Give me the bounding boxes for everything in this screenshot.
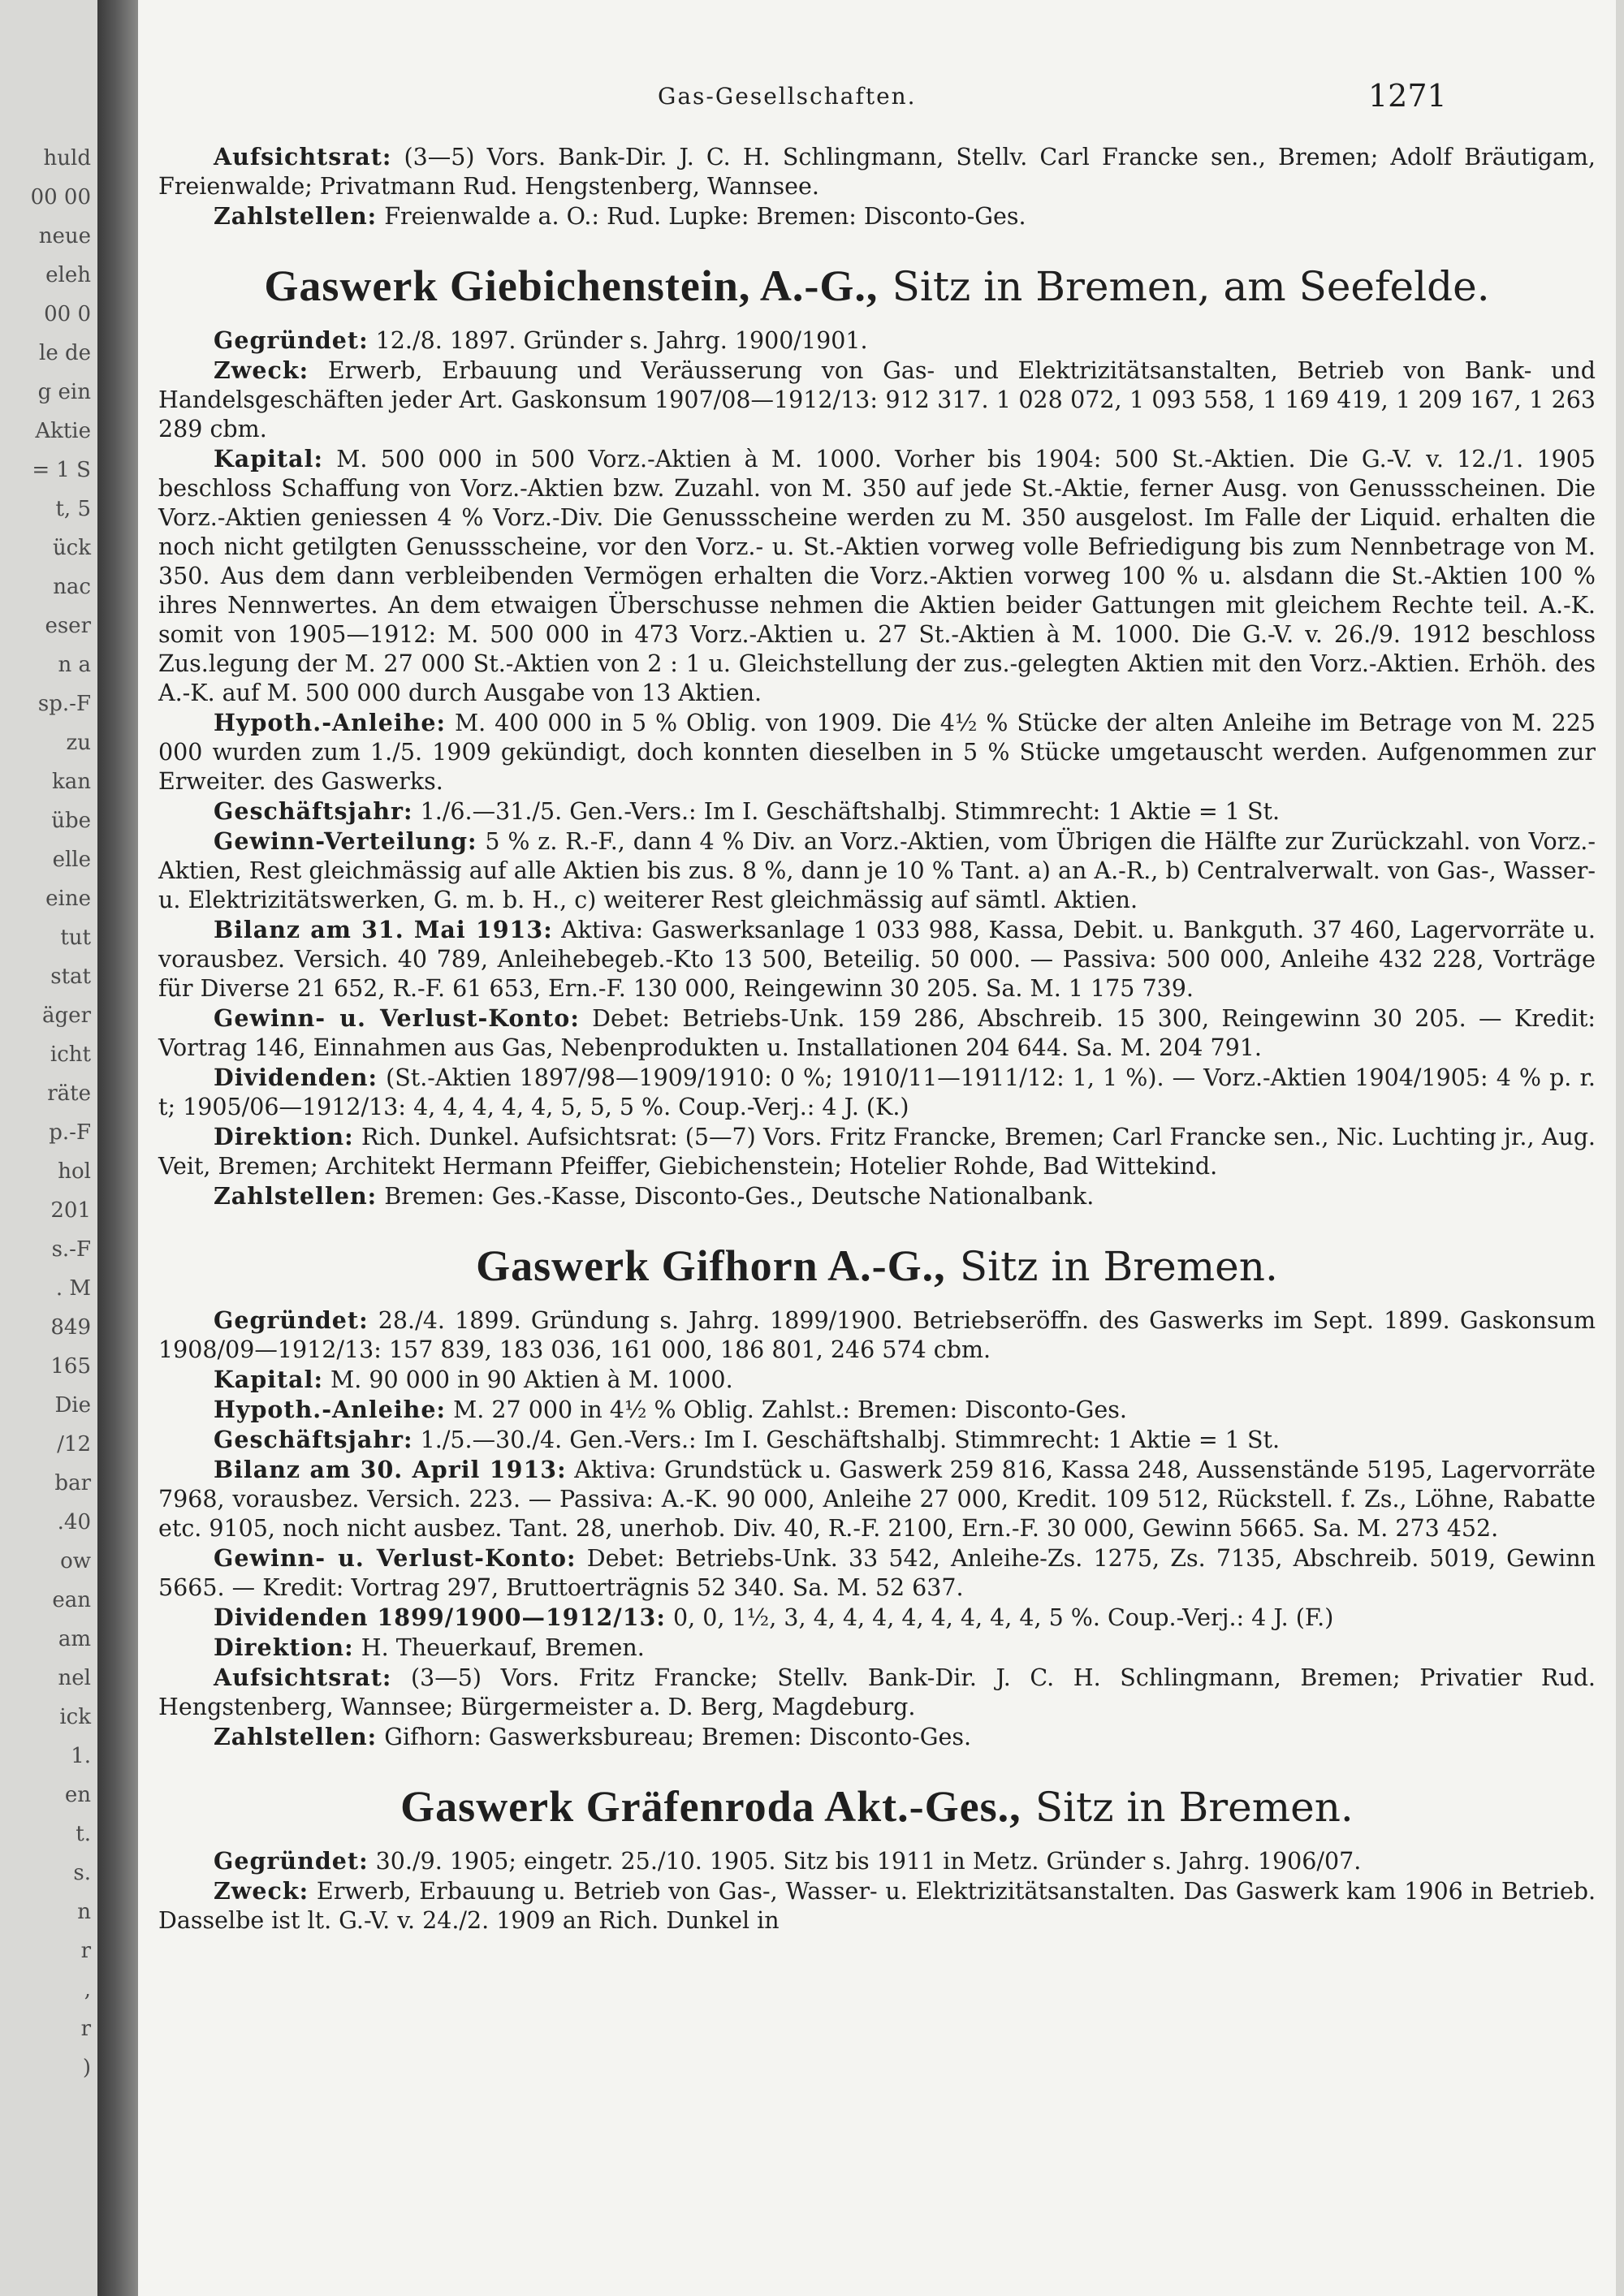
adjacent-page-fragment: ow [60,1549,91,1573]
intro-section [158,142,1596,231]
entry-text: 1./5.—30./4. Gen.-Vers.: Im I. Geschäftshalbj. Stimmrecht: 1 Aktie = 1 St. [420,1426,1281,1454]
entry-label: Bilanz am 31. Mai 1913: [214,916,553,944]
company-seat: Sitz in Bremen. [959,1243,1278,1291]
entry-text: (3—5) Vors. Bank-Dir. J. C. H. Schlingmann, Stellv. Carl Francke sen., Bremen; Adolf Bräutigam, Freienwalde; Privatmann Rud. Hengstenberg, Wannsee. [158,144,1596,200]
entry-text: Freienwalde a. O.: Rud. Lupke: Bremen: Disconto-Ges. [384,203,1026,230]
entry-text: Aktiva: Grundstück u. Gaswerk 259 816, Kassa 248, Aussenstände 5195, Lagervorräte 7968, vorausbez. Versich. 223. — Passiva: A.-K. 90 000, Anleihe 27 000, Kredit. 109 512, Rückstell. f. Zs., Löhne, Rabatte etc. 9105, noch nicht ausbez. Tant. 28, unerhob. Div. 40, R.-F. 2100, Ern.-F. 30 000, Gewinn 5665. Sa. M. 273 452. [158,1457,1596,1543]
entry-text: Erwerb, Erbauung und Veräusserung von Gas- und Elektrizitätsanstalten, Betrieb von Bank- und Handelsgeschäften jeder Art. Gaskonsum 1907/08—1912/13: 912 317. 1 028 072, 1 093 558, 1 169 419, 1 209 167, 1 263 289 cbm. [158,357,1596,443]
adjacent-page-fragment: en [64,1783,91,1807]
company-name: Gaswerk Gifhorn A.-G., [476,1241,946,1291]
company-section [158,261,1596,1211]
entry-paragraph [158,915,1596,1003]
adjacent-page-fragment: ean [52,1588,91,1612]
running-header [138,75,1624,123]
entry-paragraph [158,444,1596,708]
document-page [138,0,1624,2296]
adjacent-page-fragment: p.-F [49,1120,91,1145]
adjacent-page-fragment: r [80,1939,91,1963]
adjacent-page-fragment: 00 00 [30,185,91,209]
entry-text: Gifhorn: Gaswerksbureau; Bremen: Disconto-Ges. [384,1724,972,1751]
entry-text: (3—5) Vors. Fritz Francke; Stellv. Bank-Dir. J. C. H. Schlingmann, Bremen; Privatier Rud. Hengstenberg, Wannsee; Bürgermeister a. D. Berg, Magdeburg. [158,1664,1596,1721]
entry-paragraph [158,1846,1596,1876]
adjacent-page-fragment: n [77,1900,91,1924]
adjacent-page-fragment: neue [38,224,91,248]
entry-text: 30./9. 1905; eingetr. 25./10. 1905. Sitz bis 1911 in Metz. Gründer s. Jahrg. 1906/07. [375,1848,1362,1875]
entry-paragraph [158,326,1596,356]
company-seat: Sitz in Bremen. [1034,1784,1354,1832]
entry-paragraph [158,1876,1596,1936]
adjacent-page-fragment: = 1 S [32,458,91,482]
adjacent-page-fragment: ) [82,2056,91,2080]
adjacent-page-fragment: 165 [50,1354,91,1379]
entry-label: Direktion: [214,1634,354,1662]
entry-text: M. 27 000 in 4½ % Oblig. Zahlst.: Bremen: Disconto-Ges. [453,1396,1127,1424]
entry-text: Bremen: Ges.-Kasse, Disconto-Ges., Deutsche Nationalbank. [384,1183,1095,1211]
adjacent-page-fragment: le de [39,341,91,365]
adjacent-page-fragment: t. [76,1822,91,1846]
entry-text: (St.-Aktien 1897/98—1909/1910: 0 %; 1910/11—1911/12: 1, 1 %). — Vorz.-Aktien 1904/1905: 4 % p. r. t; 1905/06—1912/13: 4, 4, 4, 4, 4, 5, 5, 5 %. Coup.-Verj.: 4 J. (K.) [158,1064,1596,1121]
entry-text: 5 % z. R.-F., dann 4 % Div. an Vorz.-Aktien, vom Übrigen die Hälfte zur Zurückzahl. von Vorz.-Aktien, Rest gleichmässig auf alle Aktien bis zus. 8 %, dann je 10 % Tant. a) an A.-R., b) Centralverwalt. von Gas-, Wasser- u. Elektrizitätswerken, G. m. b. H., c) weiterer Rest gleichmässig auf sämtl. Aktien. [158,828,1596,914]
entry-text: Debet: Betriebs-Unk. 159 286, Abschreib. 15 300, Reingewinn 30 205. — Kredit: Vortrag 146, Einnahmen aus Gas, Nebenprodukten u. Installationen 204 644. Sa. M. 204 791. [158,1005,1596,1062]
adjacent-page-fragment: hol [58,1159,91,1184]
adjacent-page-fragment: bar [54,1471,91,1495]
entry-label: Zweck: [214,1877,309,1905]
adjacent-page-edge [0,0,97,2296]
entry-paragraph [158,1063,1596,1122]
page-number: 1271 [1368,78,1447,114]
entry-text: 1./6.—31./5. Gen.-Vers.: Im I. Geschäftshalbj. Stimmrecht: 1 Aktie = 1 St. [420,798,1281,826]
adjacent-page-fragment: ück [52,536,91,560]
entry-label: Aufsichtsrat: [214,143,392,170]
adjacent-page-fragment: n a [58,653,91,677]
company-section [158,1241,1596,1752]
entry-paragraph [158,708,1596,796]
entry-paragraph [158,1365,1596,1395]
entry-label: Kapital: [214,1366,323,1394]
entry-text: H. Theuerkauf, Bremen. [361,1634,645,1662]
entry-label: Geschäftsjahr: [214,797,413,826]
adjacent-page-fragment: 00 0 [44,302,91,326]
adjacent-page-fragment: 849 [50,1315,91,1340]
entry-label: Gewinn- u. Verlust-Konto: [214,1004,580,1033]
adjacent-page-fragment: s.-F [51,1237,91,1262]
company-title [158,1781,1596,1832]
entry-paragraph [158,1181,1596,1211]
company-list [158,261,1596,1936]
entry-text: Aktiva: Gaswerksanlage 1 033 988, Kassa, Debit. u. Bankguth. 37 460, Lagervorräte u. vorausbez. Versich. 40 789, Anleihebegeb.-Kto 13 500, Beteilig. 50 000. — Passiva: 500 000, Anleihe 432 228, Vorträge für Diverse 21 652, R.-F. 61 653, Ern.-F. 130 000, Reingewinn 30 205. Sa. M. 1 175 739. [158,917,1596,1003]
page-edge [1616,0,1624,2296]
header-title: Gas-Gesellschaften. [658,83,917,110]
entry-label: Gewinn- u. Verlust-Konto: [214,1544,577,1573]
entry-text: Rich. Dunkel. Aufsichtsrat: (5—7) Vors. Fritz Francke, Bremen; Carl Francke sen., Nic. Luchting jr., Aug. Veit, Bremen; Architekt Hermann Pfeiffer, Giebichenstein; Hotelier Rohde, Bad Wittekind. [158,1124,1596,1180]
company-title [158,261,1596,311]
entry-label: Kapital: [214,445,323,473]
entry-label: Zahlstellen: [214,1723,378,1751]
company-section [158,1781,1596,1936]
entry-paragraph [158,796,1596,826]
adjacent-page-fragment: g ein [37,380,91,404]
entry-label: Gegründet: [214,1847,369,1875]
adjacent-page-fragment: am [58,1627,91,1651]
adjacent-page-fragment: t, 5 [55,497,91,521]
entry-paragraph [158,1122,1596,1181]
entry-paragraph [158,1633,1596,1663]
entry-label: Gegründet: [214,1306,369,1335]
entry-text: Debet: Betriebs-Unk. 33 542, Anleihe-Zs. 1275, Zs. 7135, Abschreib. 5019, Gewinn 5665. — Kredit: Vortrag 297, Bruttoerträgnis 52 340. Sa. M. 52 637. [158,1545,1596,1602]
book-gutter [97,0,138,2296]
entry-paragraph [158,142,1596,201]
adjacent-page-fragment: 1. [71,1744,91,1768]
entry-label: Bilanz am 30. April 1913: [214,1456,567,1484]
entry-text: M. 400 000 in 5 % Oblig. von 1909. Die 4½ % Stücke der alten Anleihe im Betrage von M. 225 000 wurden zum 1./5. 1909 gekündigt, doch konnten dieselben in 5 % Stücke umgetauscht werden. Aufgenommen zur Erweiter. des Gaswerks. [158,710,1596,796]
adjacent-page-fragment: Die [54,1393,91,1418]
adjacent-page-fragment: Aktie [35,419,91,443]
adjacent-page-fragment: kan [51,770,91,794]
adjacent-page-fragment: eser [45,614,91,638]
entry-label: Zahlstellen: [214,202,378,230]
adjacent-page-fragment: 201 [50,1198,91,1223]
adjacent-page-fragment: . M [55,1276,91,1301]
entry-text: 12./8. 1897. Gründer s. Jahrg. 1900/1901. [375,327,868,355]
company-name: Gaswerk Giebichenstein, A.-G., [264,261,879,310]
entry-paragraph [158,1663,1596,1722]
adjacent-page-fragment: r [80,2017,91,2041]
adjacent-page-fragment: , [84,1978,91,2002]
adjacent-page-fragment: icht [50,1042,91,1067]
adjacent-page-fragment: eine [45,887,91,911]
adjacent-page-fragment: zu [66,731,91,755]
adjacent-page-fragment: nac [53,575,91,599]
adjacent-page-fragment: sp.-F [37,692,91,716]
adjacent-page-fragment: eleh [45,263,91,287]
adjacent-page-fragment: huld [43,146,91,170]
entry-label: Direktion: [214,1123,354,1151]
company-seat: Sitz in Bremen, am Seefelde. [892,263,1490,310]
entry-label: Dividenden: [214,1064,378,1092]
adjacent-page-fragment: äger [42,1003,91,1028]
adjacent-page-fragment: räte [47,1081,91,1106]
entry-text: 0, 0, 1½, 3, 4, 4, 4, 4, 4, 4, 4, 4, 5 %. Coup.-Verj.: 4 J. (F.) [672,1604,1334,1632]
entry-label: Hypoth.-Anleihe: [214,1396,447,1424]
entry-paragraph [158,1395,1596,1425]
entry-paragraph [158,356,1596,444]
entry-paragraph [158,1603,1596,1633]
adjacent-page-fragment: ick [59,1705,91,1729]
entry-label: Zweck: [214,356,309,385]
entry-label: Geschäftsjahr: [214,1426,413,1454]
entry-paragraph [158,1425,1596,1455]
entry-paragraph [158,1722,1596,1752]
adjacent-page-fragment: übe [51,809,91,833]
entry-label: Dividenden 1899/1900—1912/13: [214,1603,666,1632]
entry-label: Gegründet: [214,326,369,355]
entry-label: Gewinn-Verteilung: [214,827,477,856]
adjacent-page-fragment: elle [52,848,91,872]
entry-paragraph [158,826,1596,915]
entry-label: Zahlstellen: [214,1182,378,1211]
entry-text: M. 90 000 in 90 Aktien à M. 1000. [330,1366,733,1394]
entry-paragraph [158,1306,1596,1365]
adjacent-page-fragment: s. [73,1861,91,1885]
page-content [158,142,1596,1936]
adjacent-page-fragment: stat [50,965,91,989]
entry-paragraph [158,201,1596,231]
entry-paragraph [158,1003,1596,1063]
adjacent-page-fragment: nel [58,1666,91,1690]
entry-text: 28./4. 1899. Gründung s. Jahrg. 1899/1900. Betriebseröffn. des Gaswerks im Sept. 1899. Gaskonsum 1908/09—1912/13: 157 839, 183 036, 161 000, 186 801, 246 574 cbm. [158,1307,1596,1364]
adjacent-page-fragment: /12 [57,1432,91,1457]
entry-label: Aufsichtsrat: [214,1664,392,1692]
adjacent-page-fragment: tut [60,926,91,950]
entry-text: Erwerb, Erbauung u. Betrieb von Gas-, Wasser- u. Elektrizitätsanstalten. Das Gaswerk kam 1906 in Betrieb. Dasselbe ist lt. G.-V. v. 24./2. 1909 an Rich. Dunkel in [158,1878,1596,1935]
company-title [158,1241,1596,1291]
entry-paragraph [158,1455,1596,1543]
entry-label: Hypoth.-Anleihe: [214,709,447,737]
entry-text: M. 500 000 in 500 Vorz.-Aktien à M. 1000. Vorher bis 1904: 500 St.-Aktien. Die G.-V. v. 12./1. 1905 beschloss Schaffung von Vorz.-Aktien bzw. Zuzahl. von M. 350 auf jede St.-Aktie, ferner Ausg. von Genussscheinen. Die Vorz.-Aktien geniessen 4 % Vorz.-Div. Die Genussscheine werden zu M. 350 ausgelost. Im Falle der Liquid. erhalten die noch nicht getilgten Genussscheine, vor den Vorz.- u. St.-Aktien vorweg volle Befriedigung bis zum Nennbetrage von M. 350. Aus dem dann verbleibenden Vermögen erhalten die Vorz.-Aktien vorweg 100 % u. alsdann die St.-Aktien 100 % ihres Nennwertes. An dem etwaigen Überschusse nehmen die Aktien beider Gattungen mit gleichem Rechte teil. A.-K. somit von 1905—1912: M. 500 000 in 473 Vorz.-Aktien u. 27 St.-Aktien à M. 1000. Die G.-V. v. 26./9. 1912 beschloss Zus.legung der M. 27 000 St.-Aktien von 2 : 1 u. Gleichstellung der zus.-gelegten Aktien mit den Vorz.-Aktien. Erhöh. des A.-K. auf M. 500 000 durch Ausgabe von 13 Aktien. [158,446,1596,707]
company-name: Gaswerk Gräfenroda Akt.-Ges., [400,1782,1021,1832]
adjacent-page-fragment: .40 [57,1510,91,1534]
entry-paragraph [158,1543,1596,1603]
